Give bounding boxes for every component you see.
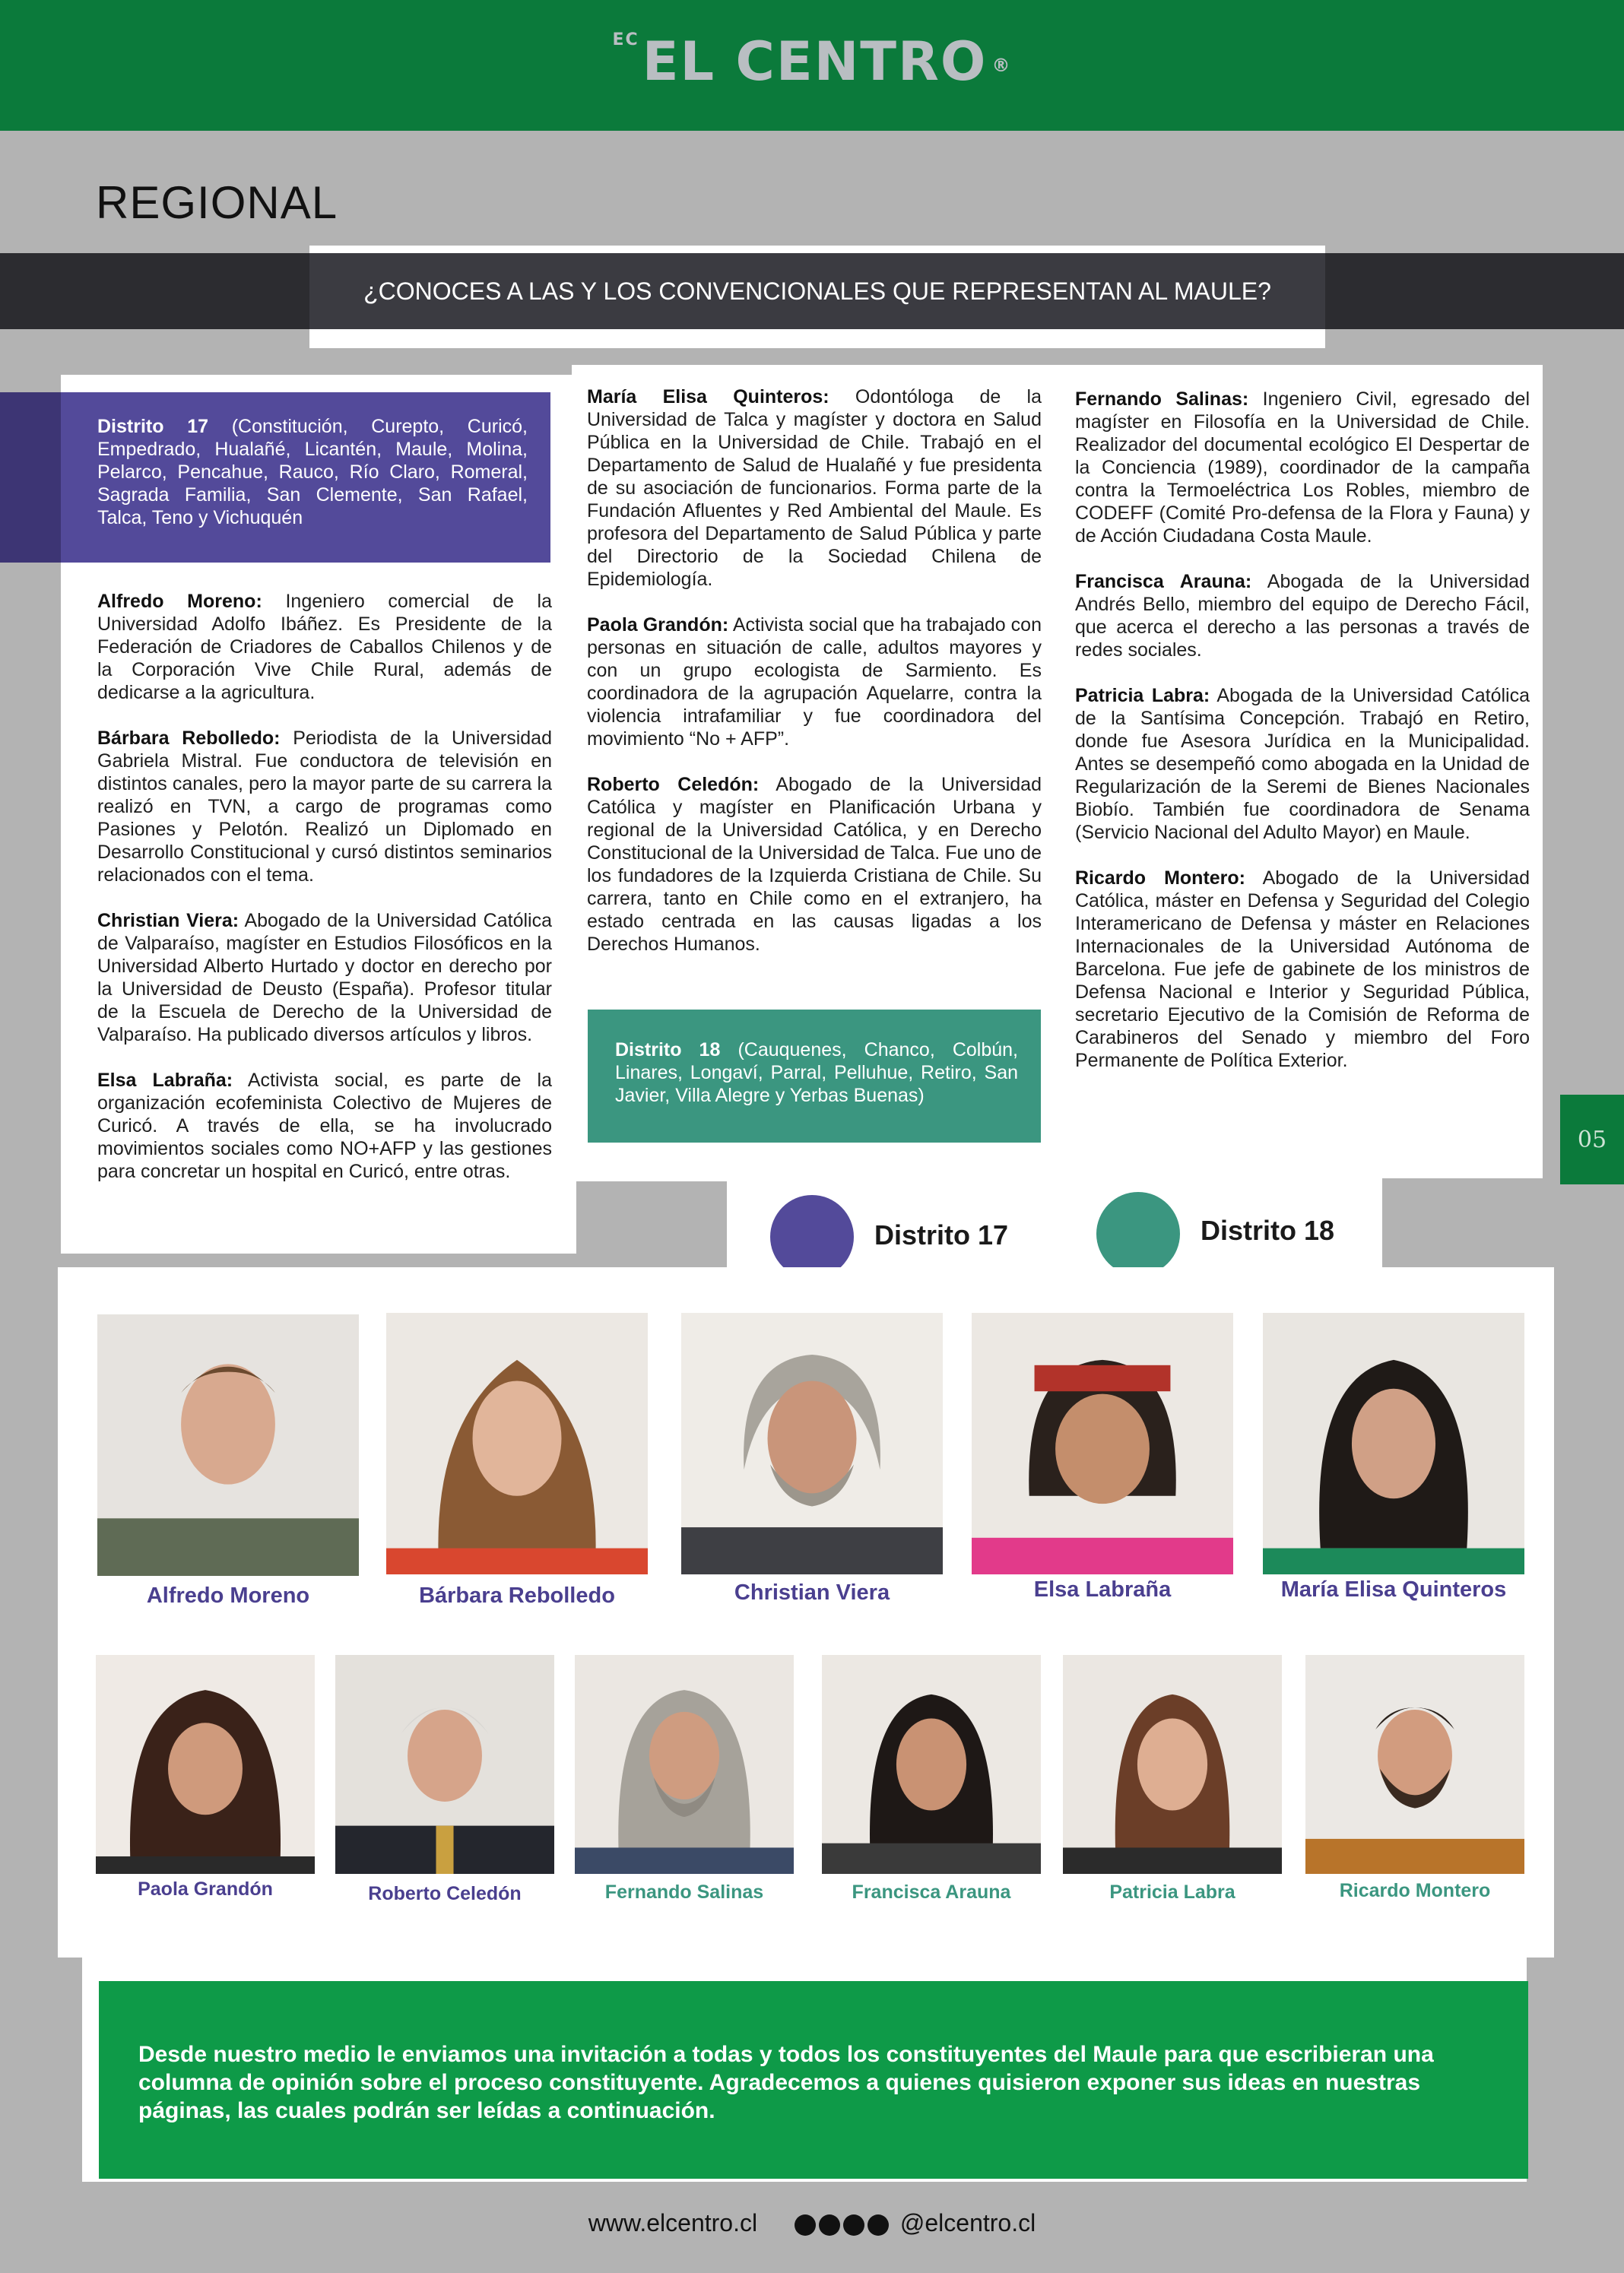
bio-fernando-salinas: Fernando Salinas: Ingeniero Civil, egresado del magíster en Filosofía en la Universidad de Chile. Realizador del documental ecológico El Despertar de la Conciencia (1989), coordinador de la campaña contra la Termoeléctrica Los Robles, miembro de CODEFF (Comité Pro-defensa de la Flora y Fauna) y de Acción Ciudadana Costa Maule. [1075, 388, 1530, 547]
bio-ricardo-montero: Ricardo Montero: Abogado de la Universidad Católica, máster en Defensa y Seguridad del Colegio Interamericano de Defensa y máster en Relaciones Internacionales de la Universidad Autónoma de Barcelona. Fue jefe de gabinete de los ministros de Defensa Nacional e Interior y Seguridad Pública, secretario Ejecutivo de la Comisión de Reforma de Carabineros del Senado y miembro del Foro Permanente de Política Exterior. [1075, 867, 1530, 1071]
bios-column-3 [1075, 388, 1530, 1095]
district-17-label: Distrito 17 [97, 416, 208, 437]
photo-roberto-celedon [335, 1655, 554, 1874]
photo-maria-elisa-quinteros [1263, 1313, 1524, 1574]
instagram-icon[interactable] [819, 2214, 840, 2236]
photo-name-patricia-labra: Patricia Labra [1109, 1881, 1235, 1903]
facebook-icon[interactable] [795, 2214, 816, 2236]
section-title: REGIONAL [96, 177, 338, 228]
footer [0, 2209, 1624, 2237]
photo-name-elsa-labrana: Elsa Labraña [1033, 1577, 1172, 1602]
photo-barbara-rebolledo [386, 1313, 648, 1574]
photo-paola-grandon [96, 1655, 315, 1874]
logo-registered-mark: ® [991, 54, 1012, 76]
bios-column-1 [97, 590, 552, 1206]
photo-patricia-labra [1063, 1655, 1282, 1874]
legend-dot-district-17 [770, 1195, 854, 1279]
bio-barbara-rebolledo: Bárbara Rebolledo: Periodista de la Universidad Gabriela Mistral. Fue conductora de televisión en distintos canales, pero la mayor parte de su carrera la realizó en TVN, a cargo de programas como Pasiones y Pelotón. Realizó un Diplomado en Desarrollo Constitucional y cursó distintos seminarios relacionados con el tema. [97, 728, 552, 886]
photo-name-ricardo-montero: Ricardo Montero [1339, 1880, 1491, 1901]
logo-text: EL CENTRO [642, 30, 988, 93]
banner-title: ¿CONOCES A LAS Y LOS CONVENCIONALES QUE REPRESENTAN AL MAULE? [309, 253, 1325, 329]
bios-column-2 [587, 385, 1042, 978]
district-17-stripe [0, 392, 61, 563]
legend-label-district-18: Distrito 18 [1201, 1215, 1335, 1246]
photo-francisca-arauna [822, 1655, 1041, 1874]
twitter-icon[interactable] [868, 2214, 889, 2236]
legend-dot-district-18 [1096, 1192, 1180, 1276]
bio-alfredo-moreno: Alfredo Moreno: Ingeniero comercial de la Universidad Adolfo Ibáñez. Es Presidente de la Federación de Criadores de Caballos Chilenos y de la Corporación Vive Chile Rural, además de dedicarse a la agricultura. [97, 591, 552, 703]
photo-name-roberto-celedon: Roberto Celedón [368, 1883, 522, 1904]
district-18-communes: (Cauquenes, Chanco, Colbún, Linares, Longaví, Parral, Pelluhue, Retiro, San Javier, Villa Alegre y Yerbas Buenas) [615, 1039, 1018, 1106]
closing-text: Desde nuestro medio le enviamos una invitación a todas y todos los constituyentes del Maule para que escribieran una columna de opinión sobre el proceso constituyente. Agradecemos a quienes quisieron exponer sus ideas en nuestras páginas, las cuales podrán ser leídas a continuación. [138, 2042, 1434, 2123]
district-18-label: Distrito 18 [615, 1039, 721, 1060]
closing-message [99, 1981, 1528, 2179]
photo-name-francisca-arauna: Francisca Arauna [852, 1881, 1011, 1903]
photo-christian-viera [681, 1313, 943, 1574]
photo-grid [58, 1267, 1554, 1958]
bio-christian-viera: Christian Viera: Abogado de la Universidad Católica de Valparaíso, magíster en Estudios Filosóficos en la Universidad Alberto Hurtado y doctor en derecho por la Universidad de Deusto (España). Profesor titular de la Escuela de Derecho de la Universidad de Valparaíso. Ha publicado diversos artículos y libros. [97, 910, 552, 1045]
logo-ec-mark: EC [612, 30, 639, 49]
district-17-box [61, 392, 550, 563]
photo-fernando-salinas [575, 1655, 794, 1874]
photo-ricardo-montero [1305, 1655, 1524, 1874]
social-icons [795, 2214, 889, 2236]
photo-alfredo-moreno [97, 1314, 359, 1576]
bio-elsa-labrana: Elsa Labraña: Activista social, es parte de la organización ecofeminista Colectivo de Mujeres de Curicó. A través de ella, se ha involucrado movimientos sociales como NO+AFP y las gestiones para concretar un hospital en Curicó, entre otras. [97, 1070, 552, 1182]
youtube-icon[interactable] [843, 2214, 864, 2236]
district-17-communes: (Constitución, Curepto, Curicó, Empedrado, Hualañé, Licantén, Maule, Molina, Pelarco, Pencahue, Rauco, Río Claro, Romeral, Sagrada Familia, San Clemente, San Rafael, Talca, Teno y Vichuquén [97, 416, 528, 528]
district-18-box [588, 1010, 1041, 1143]
legend-label-district-17: Distrito 17 [874, 1219, 1009, 1251]
photo-name-barbara-rebolledo: Bárbara Rebolledo [419, 1583, 615, 1608]
photo-name-fernando-salinas: Fernando Salinas [604, 1881, 764, 1903]
photo-elsa-labrana [972, 1313, 1233, 1574]
bio-maria-elisa-quinteros: María Elisa Quinteros: Odontóloga de la Universidad de Talca y magíster y doctora en Salud Pública en la Universidad de Chile. Trabajó en el Departamento de Salud de Hualañé y fue presidenta de su asociación de funcionarios. Forma parte de la Fundación Afluentes y Red Ambiental del Maule. Es profesora del Departamento de Salud Pública y parte del Directorio de la Sociedad Chilena de Epidemiología. [587, 386, 1042, 590]
photo-name-christian-viera: Christian Viera [734, 1580, 890, 1605]
bio-paola-grandon: Paola Grandón: Activista social que ha trabajado con personas en situación de calle, adultos mayores y con un grupo ecologista de Sarmiento. Es coordinadora de la agrupación Aquelarre, contra la violencia intrafamiliar y fue coordinadora del movimiento “No + AFP”. [587, 614, 1042, 750]
photo-name-paola-grandon: Paola Grandón [138, 1878, 273, 1900]
footer-handle[interactable]: @elcentro.cl [899, 2209, 1036, 2237]
page-number: 05 [1560, 1095, 1624, 1184]
footer-website[interactable]: www.elcentro.cl [588, 2209, 758, 2237]
logo [0, 30, 1624, 93]
photo-name-maria-elisa-quinteros: María Elisa Quinteros [1280, 1577, 1507, 1602]
bio-francisca-arauna: Francisca Arauna: Abogada de la Universidad Andrés Bello, miembro del equipo de Derecho Fácil, que acerca el derecho a las personas a través de redes sociales. [1075, 571, 1530, 661]
photo-name-alfredo-moreno: Alfredo Moreno [146, 1583, 310, 1608]
bio-roberto-celedon: Roberto Celedón: Abogado de la Universidad Católica y magíster en Planificación Urbana y regional de la Universidad Católica, y en Derecho Constitucional de la Universidad de Talca. Fue uno de los fundadores de la Izquierda Cristiana de Chile. Su carrera, tanto en Chile como en el extranjero, ha estado centrada en las causas ligadas a los Derechos Humanos. [587, 774, 1042, 955]
bio-patricia-labra: Patricia Labra: Abogada de la Universidad Católica de la Santísima Concepción. Trabajó en Retiro, donde fue Asesora Jurídica en la Municipalidad. Antes se desempeñó como abogada en la Unidad de Regularización de la Seremi de Bienes Nacionales Biobío. También fue coordinadora de Senama (Servicio Nacional del Adulto Mayor) en Maule. [1075, 685, 1530, 843]
